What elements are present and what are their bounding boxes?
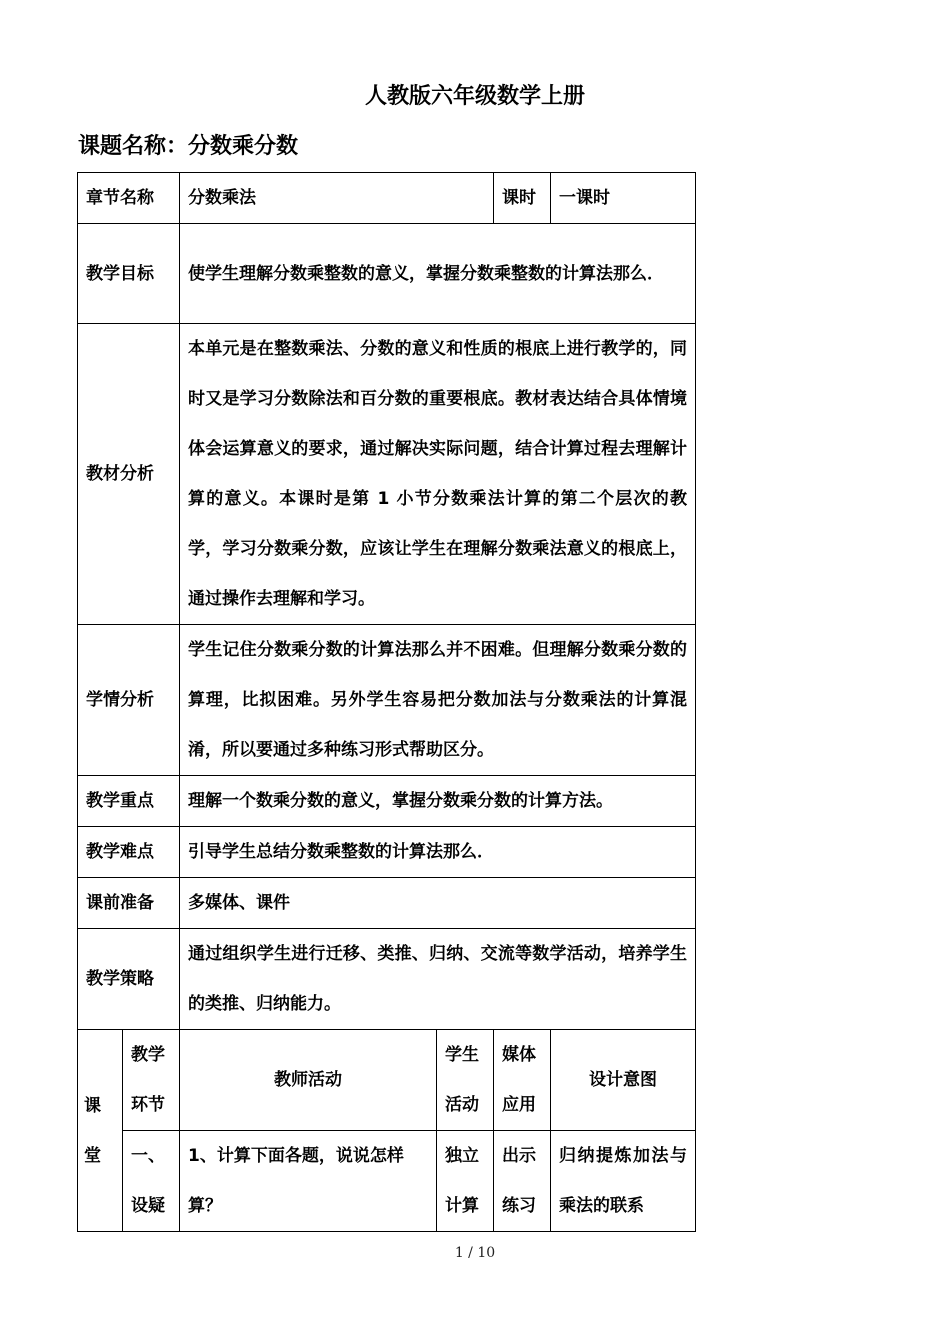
lesson-title: 课题名称：分数乘分数 (78, 134, 299, 159)
difficulty-value: 引导学生总结分数乘整数的计算法那么． (180, 827, 696, 878)
key-point-value: 理解一个数乘分数的意义，掌握分数乘分数的计算方法。 (180, 776, 696, 827)
material-value: 本单元是在整数乘法、分数的意义和性质的根底上进行教学的，同时又是学习分数除法和百分数的重要根底。教材表达结合具体情境体会运算意义的要求，通过解决实际问题，结合计算过程去理解计算的意义。本课时是第 1 小节分数乘法计算的第二个层次的教学，学习分数乘分数，应该让学生在理解分数乘法意义的根底上，通过操作去理解和学习。 (180, 324, 696, 625)
header-student-activity: 学生活动 (437, 1030, 494, 1131)
media-cell: 出示练习 (494, 1131, 551, 1232)
period-value: 一课时 (551, 173, 696, 224)
strategy-value: 通过组织学生进行迁移、类推、归纳、交流等数学活动，培养学生的类推、归纳能力。 (180, 929, 696, 1030)
preparation-value: 多媒体、课件 (180, 878, 696, 929)
goal-label: 教学目标 (78, 224, 180, 324)
preparation-label: 课前准备 (78, 878, 180, 929)
header-design-intent: 设计意图 (551, 1030, 696, 1131)
strategy-label: 教学策略 (78, 929, 180, 1030)
page-number: 1 / 10 (454, 1245, 496, 1261)
header-stage: 教学环节 (123, 1030, 180, 1131)
lesson-plan-table (77, 172, 696, 1232)
key-point-label: 教学重点 (78, 776, 180, 827)
chapter-value: 分数乘法 (180, 173, 494, 224)
chapter-label: 章节名称 (78, 173, 180, 224)
material-label: 教材分析 (78, 324, 180, 625)
student-analysis-label: 学情分析 (78, 625, 180, 776)
classroom-side-label: 课堂 (78, 1030, 123, 1232)
header-media: 媒体应用 (494, 1030, 551, 1131)
teacher-activity-cell: 1、计算下面各题，说说怎样算？ (180, 1131, 437, 1232)
header-teacher-activity: 教师活动 (180, 1030, 437, 1131)
difficulty-label: 教学难点 (78, 827, 180, 878)
student-analysis-value: 学生记住分数乘分数的计算法那么并不困难。但理解分数乘分数的算理，比拟困难。另外学生容易把分数加法与分数乘法的计算混淆，所以要通过多种练习形式帮助区分。 (180, 625, 696, 776)
document-title: 人教版六年级数学上册 (364, 84, 585, 109)
stage-cell: 一、设疑 (123, 1131, 180, 1232)
design-intent-cell: 归纳提炼加法与乘法的联系 (551, 1131, 696, 1232)
goal-value: 使学生理解分数乘整数的意义，掌握分数乘整数的计算法那么． (180, 224, 696, 324)
student-activity-cell: 独立计算 (437, 1131, 494, 1232)
period-label: 课时 (494, 173, 551, 224)
